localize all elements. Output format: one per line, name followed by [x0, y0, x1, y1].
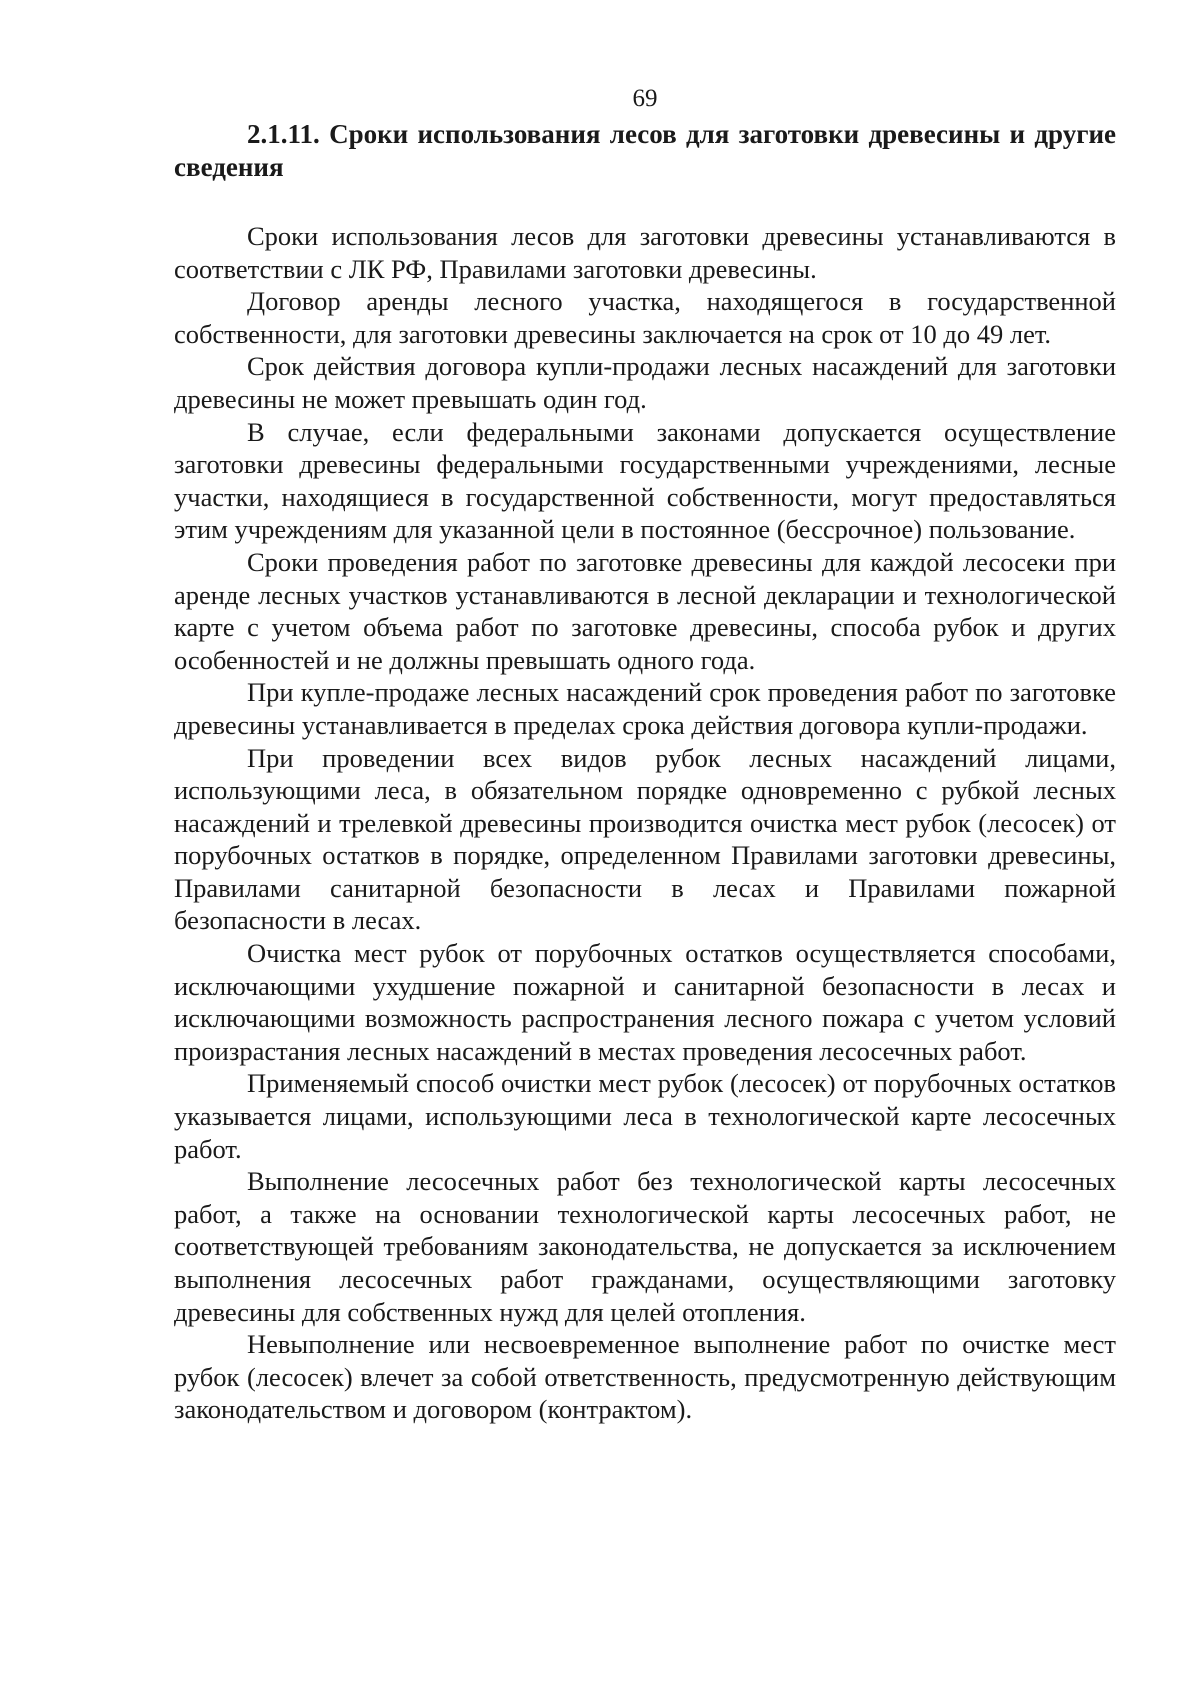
paragraph: Выполнение лесосечных работ без технологической карты лесосечных работ, а также на основании технологической карты лесосечных работ, не соответствующей требованиям законодательства, не допускается за исключением выполнения лесосечных работ гражданами, осуществляющими заготовку древесины для собственных нужд для целей отопления. [174, 1166, 1116, 1327]
paragraph: При проведении всех видов рубок лесных насаждений лицами, использующими леса, в обязательном порядке одновременно с рубкой лесных насаждений и трелевкой древесины производится очистка мест рубок (лесосек) от порубочных остатков в порядке, определенном Правилами заготовки древесины, Правилами санитарной безопасности в лесах и Правилами пожарной безопасности в лесах. [174, 742, 1116, 936]
paragraph: В случае, если федеральными законами допускается осуществление заготовки древесины федеральными государственными учреждениями, лесные участки, находящиеся в государственной собственности, могут предоставляться этим учреждениям для указанной цели в постоянное (бессрочное) пользование. [174, 416, 1116, 545]
document-body [174, 118, 1116, 1426]
page-number: 69 [632, 85, 658, 112]
paragraph: Применяемый способ очистки мест рубок (лесосек) от порубочных остатков указывается лицами, использующими леса в технологической карте лесосечных работ. [174, 1068, 1116, 1164]
paragraph: Очистка мест рубок от порубочных остатков осуществляется способами, исключающими ухудшение пожарной и санитарной безопасности в лесах и исключающими возможность распространения лесного пожара с учетом условий произрастания лесных насаждений в местах проведения лесосечных работ. [174, 938, 1116, 1066]
paragraph: Срок действия договора купли-продажи лесных насаждений для заготовки древесины не может превышать один год. [174, 351, 1116, 414]
paragraph: Невыполнение или несвоевременное выполнение работ по очистке мест рубок (лесосек) влечет за собой ответственность, предусмотренную действующим законодательством и договором (контрактом). [174, 1329, 1116, 1425]
paragraph: Сроки проведения работ по заготовке древесины для каждой лесосеки при аренде лесных участков устанавливаются в лесной декларации и технологической карте с учетом объема работ по заготовке древесины, способа рубок и других особенностей и не должны превышать одного года. [174, 546, 1116, 675]
paragraph: При купле-продаже лесных насаждений срок проведения работ по заготовке древесины устанавливается в пределах срока действия договора купли-продажи. [174, 677, 1116, 740]
paragraph: Сроки использования лесов для заготовки древесины устанавливаются в соответствии с ЛК РФ, Правилами заготовки древесины. [174, 221, 1116, 284]
section-heading: 2.1.11. Сроки использования лесов для заготовки древесины и другие сведения [174, 119, 1116, 182]
paragraph: Договор аренды лесного участка, находящегося в государственной собственности, для заготовки древесины заключается на срок от 10 до 49 лет. [174, 286, 1116, 349]
